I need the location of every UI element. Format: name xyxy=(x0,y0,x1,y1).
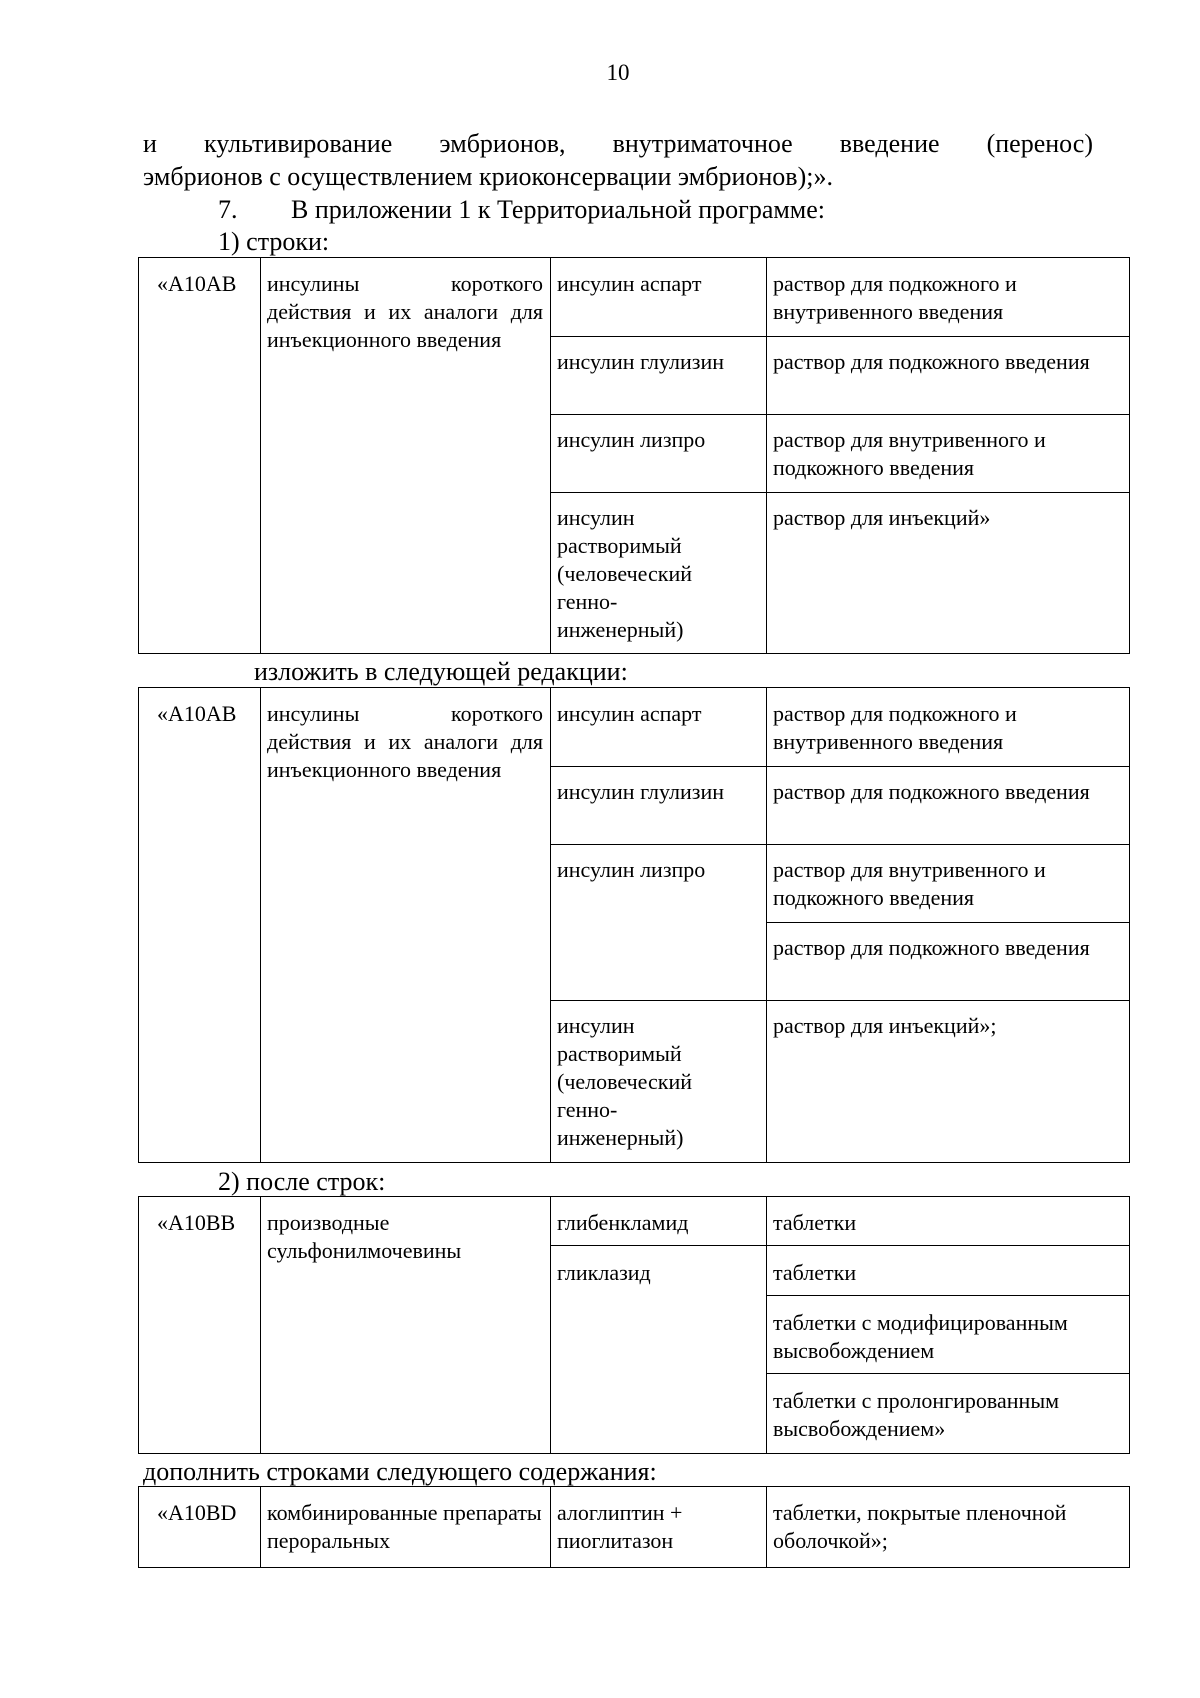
table-current-rows xyxy=(138,257,1130,654)
drug-group: комбинированные препараты пероральных xyxy=(267,1500,542,1553)
drug-name: инсулин аспарт xyxy=(557,271,702,296)
table-after-rows xyxy=(138,1196,1130,1454)
drug-name: инсулин растворимый (человеческий генно-инженерный) xyxy=(557,505,692,642)
drug-name: глибенкламид xyxy=(557,1210,689,1235)
drug-name: инсулин глулизин xyxy=(557,779,724,804)
intro-line-1: и культивирование эмбрионов, внутриматочное введение (перенос) xyxy=(143,129,1093,158)
instruction-new-edition: изложить в следующей редакции: xyxy=(254,657,628,686)
atc-code: «A10BD xyxy=(157,1500,237,1525)
item-1-label: 1) строки: xyxy=(218,227,330,256)
dosage-form: таблетки xyxy=(773,1260,857,1285)
page-number: 10 xyxy=(606,60,630,85)
dosage-form: таблетки с модифицированным высвобождением xyxy=(773,1310,1068,1363)
dosage-form: раствор для инъекций»; xyxy=(773,1013,997,1038)
dosage-form: таблетки, покрытые пленочной оболочкой»; xyxy=(773,1500,1067,1553)
table-added-rows xyxy=(138,1486,1130,1568)
dosage-form: раствор для внутривенного и подкожного введения xyxy=(773,857,1046,910)
dosage-form: раствор для подкожного и внутривенного введения xyxy=(773,271,1017,324)
dosage-form: раствор для инъекций» xyxy=(773,505,991,530)
drug-name: гликлазид xyxy=(557,1260,651,1285)
dosage-form: таблетки с пролонгированным высвобождением» xyxy=(773,1388,1060,1441)
drug-group: инсулины короткого действия и их аналоги для инъекционного введения xyxy=(267,701,543,782)
drug-name: инсулин лизпро xyxy=(557,857,706,882)
drug-name: инсулин аспарт xyxy=(557,701,702,726)
item-7-number: 7. xyxy=(218,195,238,224)
dosage-form: раствор для подкожного введения xyxy=(773,935,1090,960)
dosage-form: раствор для подкожного введения xyxy=(773,349,1090,374)
dosage-form: раствор для внутривенного и подкожного введения xyxy=(773,427,1046,480)
item-2-label: 2) после строк: xyxy=(218,1167,386,1196)
dosage-form: раствор для подкожного введения xyxy=(773,779,1090,804)
drug-name: инсулин лизпро xyxy=(557,427,706,452)
atc-code: «A10BB xyxy=(157,1210,236,1235)
instruction-add-rows: дополнить строками следующего содержания: xyxy=(143,1457,657,1486)
intro-line-2: эмбрионов с осуществлением криоконсервации эмбрионов);». xyxy=(143,162,833,191)
drug-name: инсулин глулизин xyxy=(557,349,724,374)
atc-code: «A10AB xyxy=(157,701,237,726)
atc-code: «A10AB xyxy=(157,271,237,296)
drug-group: инсулины короткого действия и их аналоги для инъекционного введения xyxy=(267,271,543,352)
drug-name: инсулин растворимый (человеческий генно-инженерный) xyxy=(557,1013,692,1150)
item-7-text: В приложении 1 к Территориальной программе: xyxy=(291,195,826,224)
table-new-edition xyxy=(138,687,1130,1163)
drug-name: алоглиптин + пиоглитазон xyxy=(557,1500,683,1553)
dosage-form: раствор для подкожного и внутривенного введения xyxy=(773,701,1017,754)
drug-group: производные сульфонилмочевины xyxy=(267,1210,462,1263)
dosage-form: таблетки xyxy=(773,1210,857,1235)
